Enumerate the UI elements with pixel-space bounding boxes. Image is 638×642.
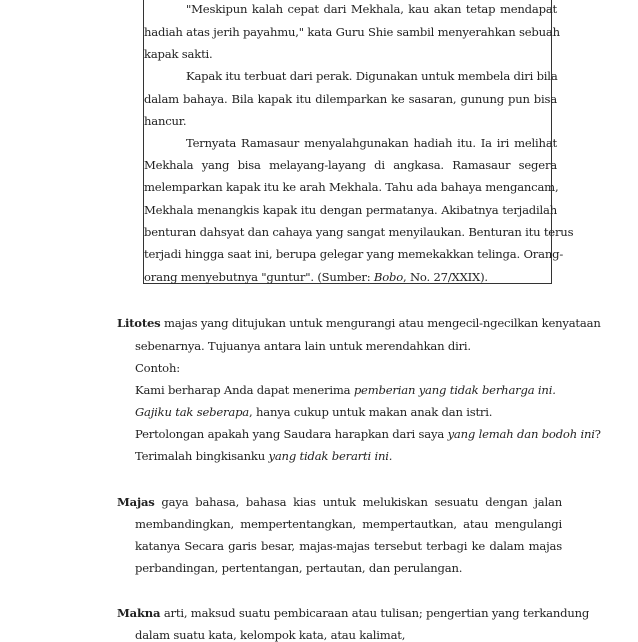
example-heading: Contoh:	[135, 361, 180, 375]
quote-source-line: orang menyebutnya "guntur". (Sumber: Bobo, No. 27/XXIX).	[144, 270, 488, 284]
glossary-term: Litotes	[117, 316, 161, 330]
quote-line: Kapak itu terbuat dari perak. Digunakan untuk membela diri bila	[186, 69, 558, 83]
glossary-entry-litotes: Litotes majas yang ditujukan untuk mengurangi atau mengecil-ngecilkan kenyataan	[117, 316, 601, 330]
quote-line: terjadi hingga saat ini, berupa gelegar yang memekakkan telinga. Orang-	[144, 247, 564, 261]
quote-line: hadiah atas jerih payahmu," kata Guru Shie sambil menyerahkan sebuah	[144, 25, 560, 39]
glossary-def-line: katanya Secara garis besar, majas-majas tersebut terbagi ke dalam majas	[135, 539, 562, 553]
quote-line: dalam bahaya. Bila kapak itu dilemparkan ke sasaran, gunung pun bisa	[144, 92, 557, 106]
example-line: Kami berharap Anda dapat menerima pemberian yang tidak berharga ini.	[135, 383, 556, 397]
example-line: Pertolongan apakah yang Saudara harapkan dari saya yang lemah dan bodoh ini?	[135, 427, 601, 441]
glossary-def-line: membandingkan, mempertentangkan, mempertautkan, atau mengulangi	[135, 517, 562, 531]
glossary-entry-makna: Makna arti, maksud suatu pembicaraan atau tulisan; pengertian yang terkandung	[117, 606, 590, 620]
glossary-term: Makna	[117, 606, 161, 620]
glossary-term: Majas	[117, 495, 155, 509]
quote-line: "Meskipun kalah cepat dari Mekhala, kau akan tetap mendapat	[186, 2, 557, 16]
glossary-entry-majas: Majas gaya bahasa, bahasa kias untuk melukiskan sesuatu dengan jalan	[117, 495, 562, 509]
glossary-def-line: perbandingan, pertentangan, pertautan, dan perulangan.	[135, 561, 463, 575]
quote-line: Ternyata Ramasaur menyalahgunakan hadiah itu. Ia iri melihat	[186, 136, 557, 150]
quote-line: melemparkan kapak itu ke arah Mekhala. Tahu ada bahaya mengancam,	[144, 180, 559, 194]
source-title: Bobo	[373, 270, 404, 284]
glossary-def-line: sebenarnya. Tujuanya antara lain untuk merendahkan diri.	[135, 339, 471, 353]
glossary-def-line: dalam suatu kata, kelompok kata, atau kalimat,	[135, 628, 406, 642]
quote-line: hancur.	[144, 114, 187, 128]
example-line: Gajiku tak seberapa, hanya cukup untuk makan anak dan istri.	[135, 405, 493, 419]
quote-line: kapak sakti.	[144, 47, 213, 61]
quote-line: Mekhala menangkis kapak itu dengan permatanya. Akibatnya terjadilah	[144, 203, 557, 217]
quote-line: Mekhala yang bisa melayang-layang di angkasa. Ramasaur segera	[144, 158, 557, 172]
example-line: Terimalah bingkisanku yang tidak berarti ini.	[135, 449, 393, 463]
quote-line: benturan dahsyat dan cahaya yang sangat menyilaukan. Benturan itu terus	[144, 225, 574, 239]
